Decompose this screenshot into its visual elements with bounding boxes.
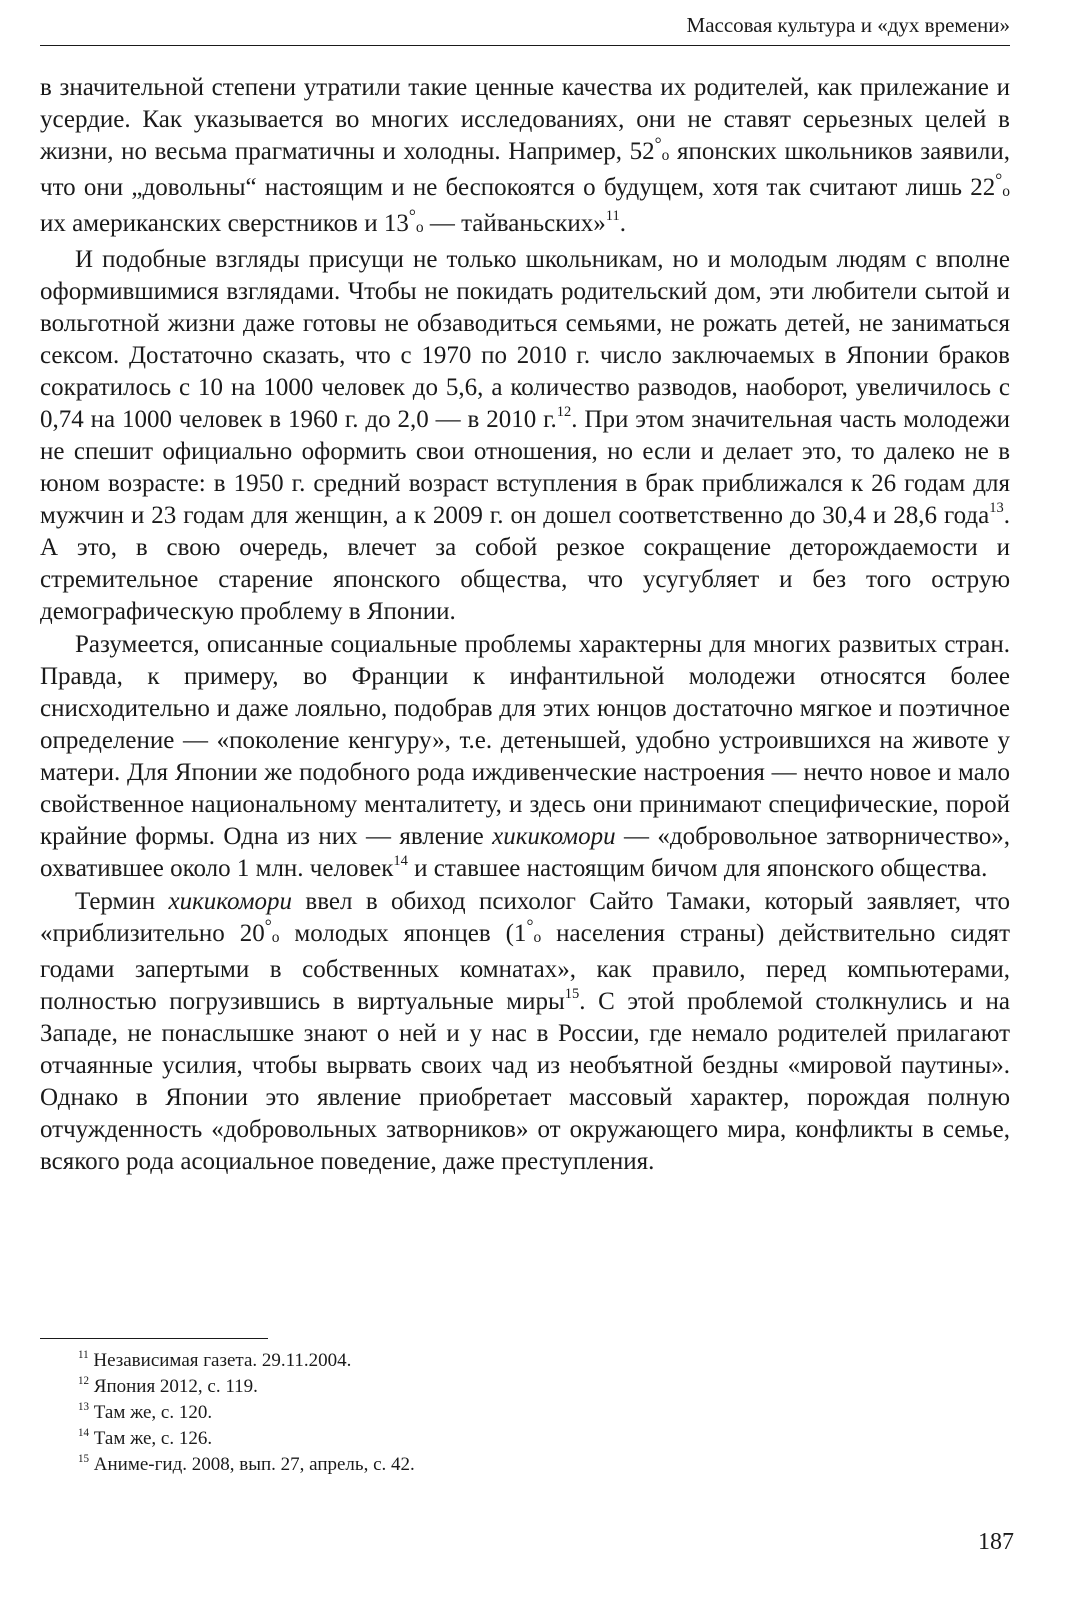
running-head: Массовая культура и «дух времени»: [686, 13, 1010, 37]
footnote-14: $^{14}$ Там же, с. 126.: [78, 1426, 213, 1449]
percent-sign: °: [654, 133, 662, 154]
footnote-ref-11: 11: [605, 207, 620, 224]
paragraph-3: Разумеется, описанные социальные проблемы характерны для многих развитых стран. Правда, к примеру, во Франции к инфантильной молодежи относятся более снисходительно и даже лояльно, подобрав для этих юнцов достаточно мягкое и поэтичное определение — «поколение кенгуру», т.е. детенышей, удобно устроившихся на животе у матери. Для Японии же подобного рода иждивенческие настроения — нечто новое и мало свойственное национальному менталитету, и здесь они принимают специфические, порой крайние формы. Одна из них — явление хикикомори — «добровольное затворничество», охватившее около 1 млн. человек$^{14}$ и ставшее настоящим бичом для японского общества.: [40, 631, 1010, 883]
paragraph-4: Термин хикикомори ввел в обиход психолог Сайто Тамаки, который заявляет, что «приблизительно 20°о молодых японцев (1°о населения страны) действительно сидят годами запертыми в собственных комнатах», как правило, перед компьютерами, полностью погрузившись в виртуальные миры$^{15}$. С этой проблемой столкнулись и на Западе, не понаслышке знают о ней и у нас в России, где немало родителей прилагают отчаянные усилия, чтобы вырвать своих чад из необъятной бездны «мировой паутины». Однако в Японии это явление приобретает массовый характер, порождая полную отчужденность «добровольных затворников» от окружающего мира, конфликты в семье, всякого рода асоциальное поведение, даже преступления.: [40, 888, 1011, 1176]
footnote-15: $^{15}$ Аниме-гид. 2008, вып. 27, апрель, с. 42.: [78, 1452, 415, 1475]
footnote-ref-15: 15: [564, 986, 580, 1003]
footnotes: [78, 1348, 978, 1478]
footnote-divider: [40, 1338, 268, 1339]
percent-sign: °: [995, 169, 1003, 190]
term-hikikomori: хикикомори: [168, 888, 293, 916]
term-hikikomori: хикикомори: [492, 823, 616, 851]
footnote-ref-14: 14: [393, 853, 408, 870]
footnote-13: $^{13}$ Там же, с. 120.: [78, 1400, 213, 1423]
footnote-11: $^{11}$ Независимая газета. 29.11.2004.: [78, 1348, 352, 1371]
footnote-ref-12: 12: [556, 404, 572, 421]
footnote-12: $^{12}$ Япония 2012, с. 119.: [78, 1374, 258, 1397]
main-text: [40, 72, 1010, 1178]
paragraph-2: И подобные взгляды присущи не только школьникам, но и молодым людям с вполне оформившимися взглядами. Чтобы не покидать родительский дом, эти любители сытой и вольготной жизни даже готовы не обзаводиться семьями, не рожать детей, не заниматься сексом. Достаточно сказать, что с 1970 по 2010 г. число заключаемых в Японии браков сократилось с 10 на 1000 человек до 5,6, а количество разводов, наоборот, увеличилось с 0,74 на 1000 человек в 1960 г. до 2,0 — в 2010 г.$^{12}$. При этом значительная часть молодежи не спешит официально оформить свои отношения, но если и делает это, то далеко не в юном возрасте: в 1950 г. средний возраст вступления в брак приближался к 26 годам для мужчин и 23 годам для женщин, а к 2009 г. он дошел соответственно до 30,4 и 28,6 года$^{13}$. А это, в свою очередь, влечет за собой резкое сокращение деторождаемости и стремительное старение японского общества, что усугубляет и без того острую демографическую проблему в Японии.: [40, 246, 1010, 626]
footnote-ref-13: 13: [989, 500, 1004, 517]
percent-sign: °: [408, 204, 416, 225]
header-divider: [40, 45, 1010, 46]
page-number: 187: [978, 1529, 1014, 1555]
paragraph-1: в значительной степени утратили такие ценные качества их родителей, как прилежание и усердие. Как указывается во многих исследованиях, они не ставят серьезных целей в жизни, но весьма прагматичны и холодны. Например, 52°о японских школьников заявили, что они „довольны“ настоящим и не беспокоятся о будущем, хотя так считают лишь 22°о их американских сверстников и 13°о — тайваньских»$^{11}$.: [40, 74, 1011, 237]
percent-sign: °: [264, 915, 272, 936]
percent-sign: °: [526, 915, 534, 936]
